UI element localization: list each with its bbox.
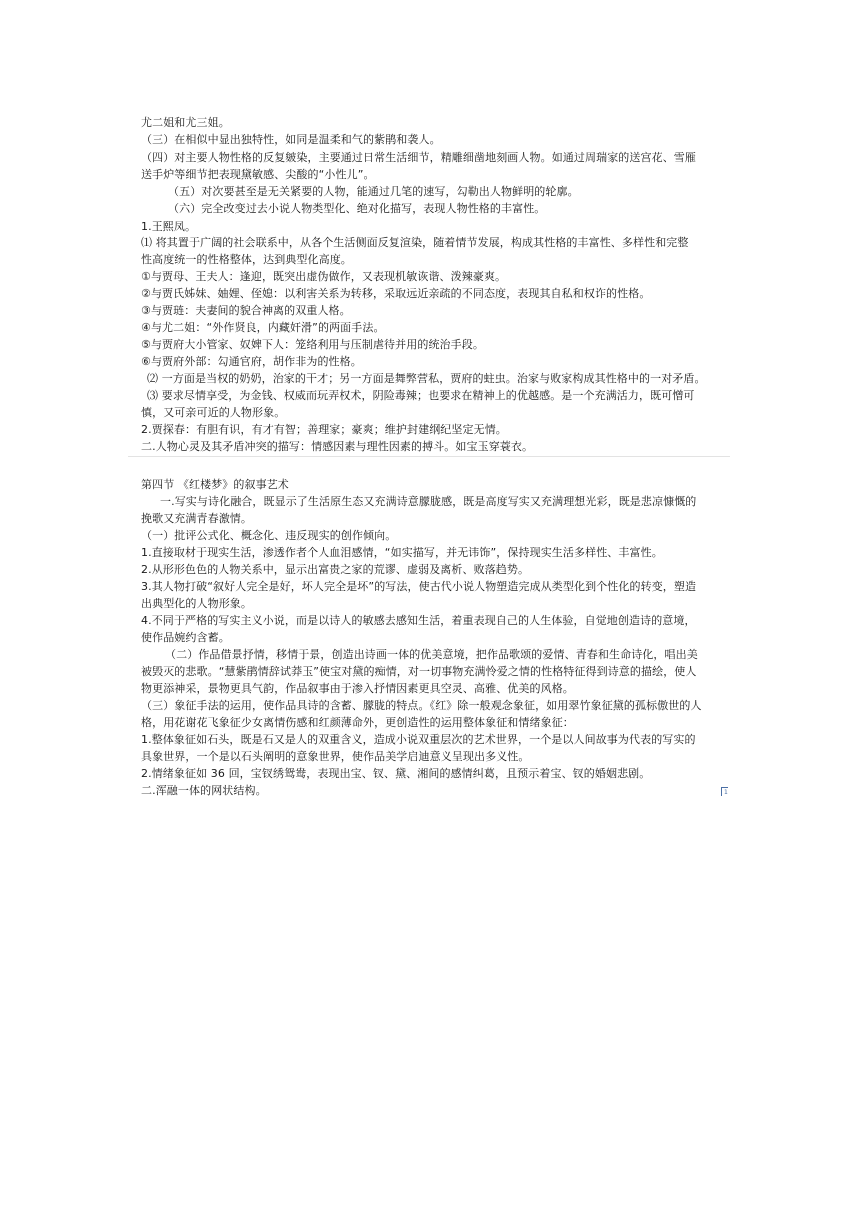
text-line: （三）象征手法的运用，使作品具诗的含蓄、朦胧的特点。《红》除一般观念象征，如用翠竹象征黛的孤标傲世的人 [141, 699, 702, 712]
section-heading: 第四节 《红楼梦》的叙事艺术 [141, 478, 289, 491]
text-line: 具象世界，一个是以石头阐明的意象世界，使作品美学启迪意义呈现出多义性。 [141, 750, 530, 763]
text-line: 尤二姐和尤三姐。 [141, 116, 230, 129]
section-divider [128, 456, 730, 457]
text-line: 被毁灭的悲歌。“慧紫鹃情辞试莽玉”使宝对黛的痴情，对一切事物充满怜爱之情的性格特征得到诗意的描绘，使人 [141, 665, 697, 678]
text-line: 3.其人物打破“叙好人完全是好，坏人完全是坏”的写法，使古代小说人物塑造完成从类型化到个性化的转变，塑造 [141, 580, 697, 593]
text-line: ⑶ 要求尽情享受，为金钱、权威而玩弄权术，阴险毒辣；也要求在精神上的优越感。是一个充满活力，既可憎可 [147, 389, 695, 402]
text-line: ⑴ 将其置于广阔的社会联系中，从各个生活侧面反复渲染，随着情节发展，构成其性格的丰富性、多样性和完整 [141, 236, 689, 249]
text-line: 1.整体象征如石头，既是石又是人的双重含义，造成小说双重层次的艺术世界，一个是以人间故事为代表的写实的 [141, 733, 696, 746]
text-line: 一.写实与诗化融合，既显示了生活原生态又充满诗意朦胧感，既是高度写实又充满理想光彩，既是悲凉慷慨的 [160, 495, 697, 508]
text-line: ④与尤二姐：“外作贤良，内藏奸滑”的两面手法。 [141, 321, 385, 334]
text-line: ⑵ 一方面是当权的奶奶，治家的干才；另一方面是舞弊营私，贾府的蛀虫。治家与败家构成其性格中的一对矛盾。 [147, 372, 706, 385]
text-line: （一）批评公式化、概念化、违反现实的创作倾向。 [141, 529, 397, 542]
text-line: 2.从形形色色的人物关系中，显示出富贵之家的荒谬、虚弱及离析、败落趋势。 [141, 563, 530, 576]
text-line: 1.直接取材于现实生活，渗透作者个人血泪感情，“如实描写，并无讳饰”，保持现实生活多样性、丰富性。 [141, 546, 663, 559]
text-line: 出典型化的人物形象。 [141, 597, 252, 610]
text-line: 使作品婉约含蓄。 [141, 631, 230, 644]
text-line: 2.贾探春：有胆有识，有才有智；善理家；豪爽；维护封建纲纪坚定无情。 [141, 423, 507, 436]
text-line: 1.王熙凤。 [141, 220, 197, 233]
page-number-marker: 1 [721, 787, 728, 796]
text-line: ②与贾氏姊妹、妯娌、侄媳：以利害关系为转移，采取远近亲疏的不同态度，表现其自私和权诈的性格。 [141, 287, 651, 300]
text-line: 二.浑融一体的网状结构。 [141, 784, 267, 797]
text-line: 2.情绪象征如 36 回，宝钗绣鸳鸯，表现出宝、钗、黛、湘间的感情纠葛，且预示着宝、钗的婚姻悲剧。 [141, 767, 651, 780]
text-line: ③与贾琏：夫妻间的貌合神离的双重人格。 [141, 304, 351, 317]
text-line: （六）完全改变过去小说人物类型化、绝对化描写，表现人物性格的丰富性。 [168, 202, 546, 215]
text-line: 性高度统一的性格整体，达到典型化高度。 [141, 253, 352, 266]
text-line: 二.人物心灵及其矛盾冲突的描写：情感因素与理性因素的搏斗。如宝玉穿蓑衣。 [141, 440, 534, 453]
text-line: ⑥与贾府外部：勾通官府，胡作非为的性格。 [141, 355, 362, 368]
text-line: （三）在相似中显出独特性，如同是温柔和气的紫鹃和袭人。 [141, 133, 441, 146]
text-line: 4.不同于严格的写实主义小说，而是以诗人的敏感去感知生活，着重表现自己的人生体验，自觉地创造诗的意境， [141, 614, 696, 627]
text-line: 格，用花谢花飞象征少女离情伤感和红颜薄命外，更创造性的运用整体象征和情绪象征： [141, 716, 574, 729]
text-line: （二）作品借景抒情，移情于景，创造出诗画一体的优美意境，把作品歌颂的爱情、青春和生命诗化，唱出美 [165, 648, 698, 661]
text-line: 送手炉等细节把表现黛敏感、尖酸的“小性儿”。 [141, 168, 375, 181]
text-line: ①与贾母、王夫人：逢迎，既突出虚伪做作，又表现机敏诙谐、泼辣豪爽。 [141, 270, 507, 283]
text-line: ⑤与贾府大小管家、奴婢下人：笼络利用与压制虐待并用的统治手段。 [141, 338, 484, 351]
text-line: （五）对次要甚至是无关紧要的人物，能通过几笔的速写，勾勒出人物鲜明的轮廓。 [168, 185, 579, 198]
text-line: （四）对主要人物性格的反复皴染，主要通过日常生活细节，精雕细凿地刻画人物。如通过周瑞家的送宫花、雪雁 [141, 151, 696, 164]
text-line: 物更添神采，景物更具气韵，作品叙事由于渗入抒情因素更具空灵、高雅、优美的风格。 [141, 682, 574, 695]
text-line: 挽歌又充满青春激情。 [141, 512, 252, 525]
text-line: 慎，又可亲可近的人物形象。 [141, 406, 286, 419]
